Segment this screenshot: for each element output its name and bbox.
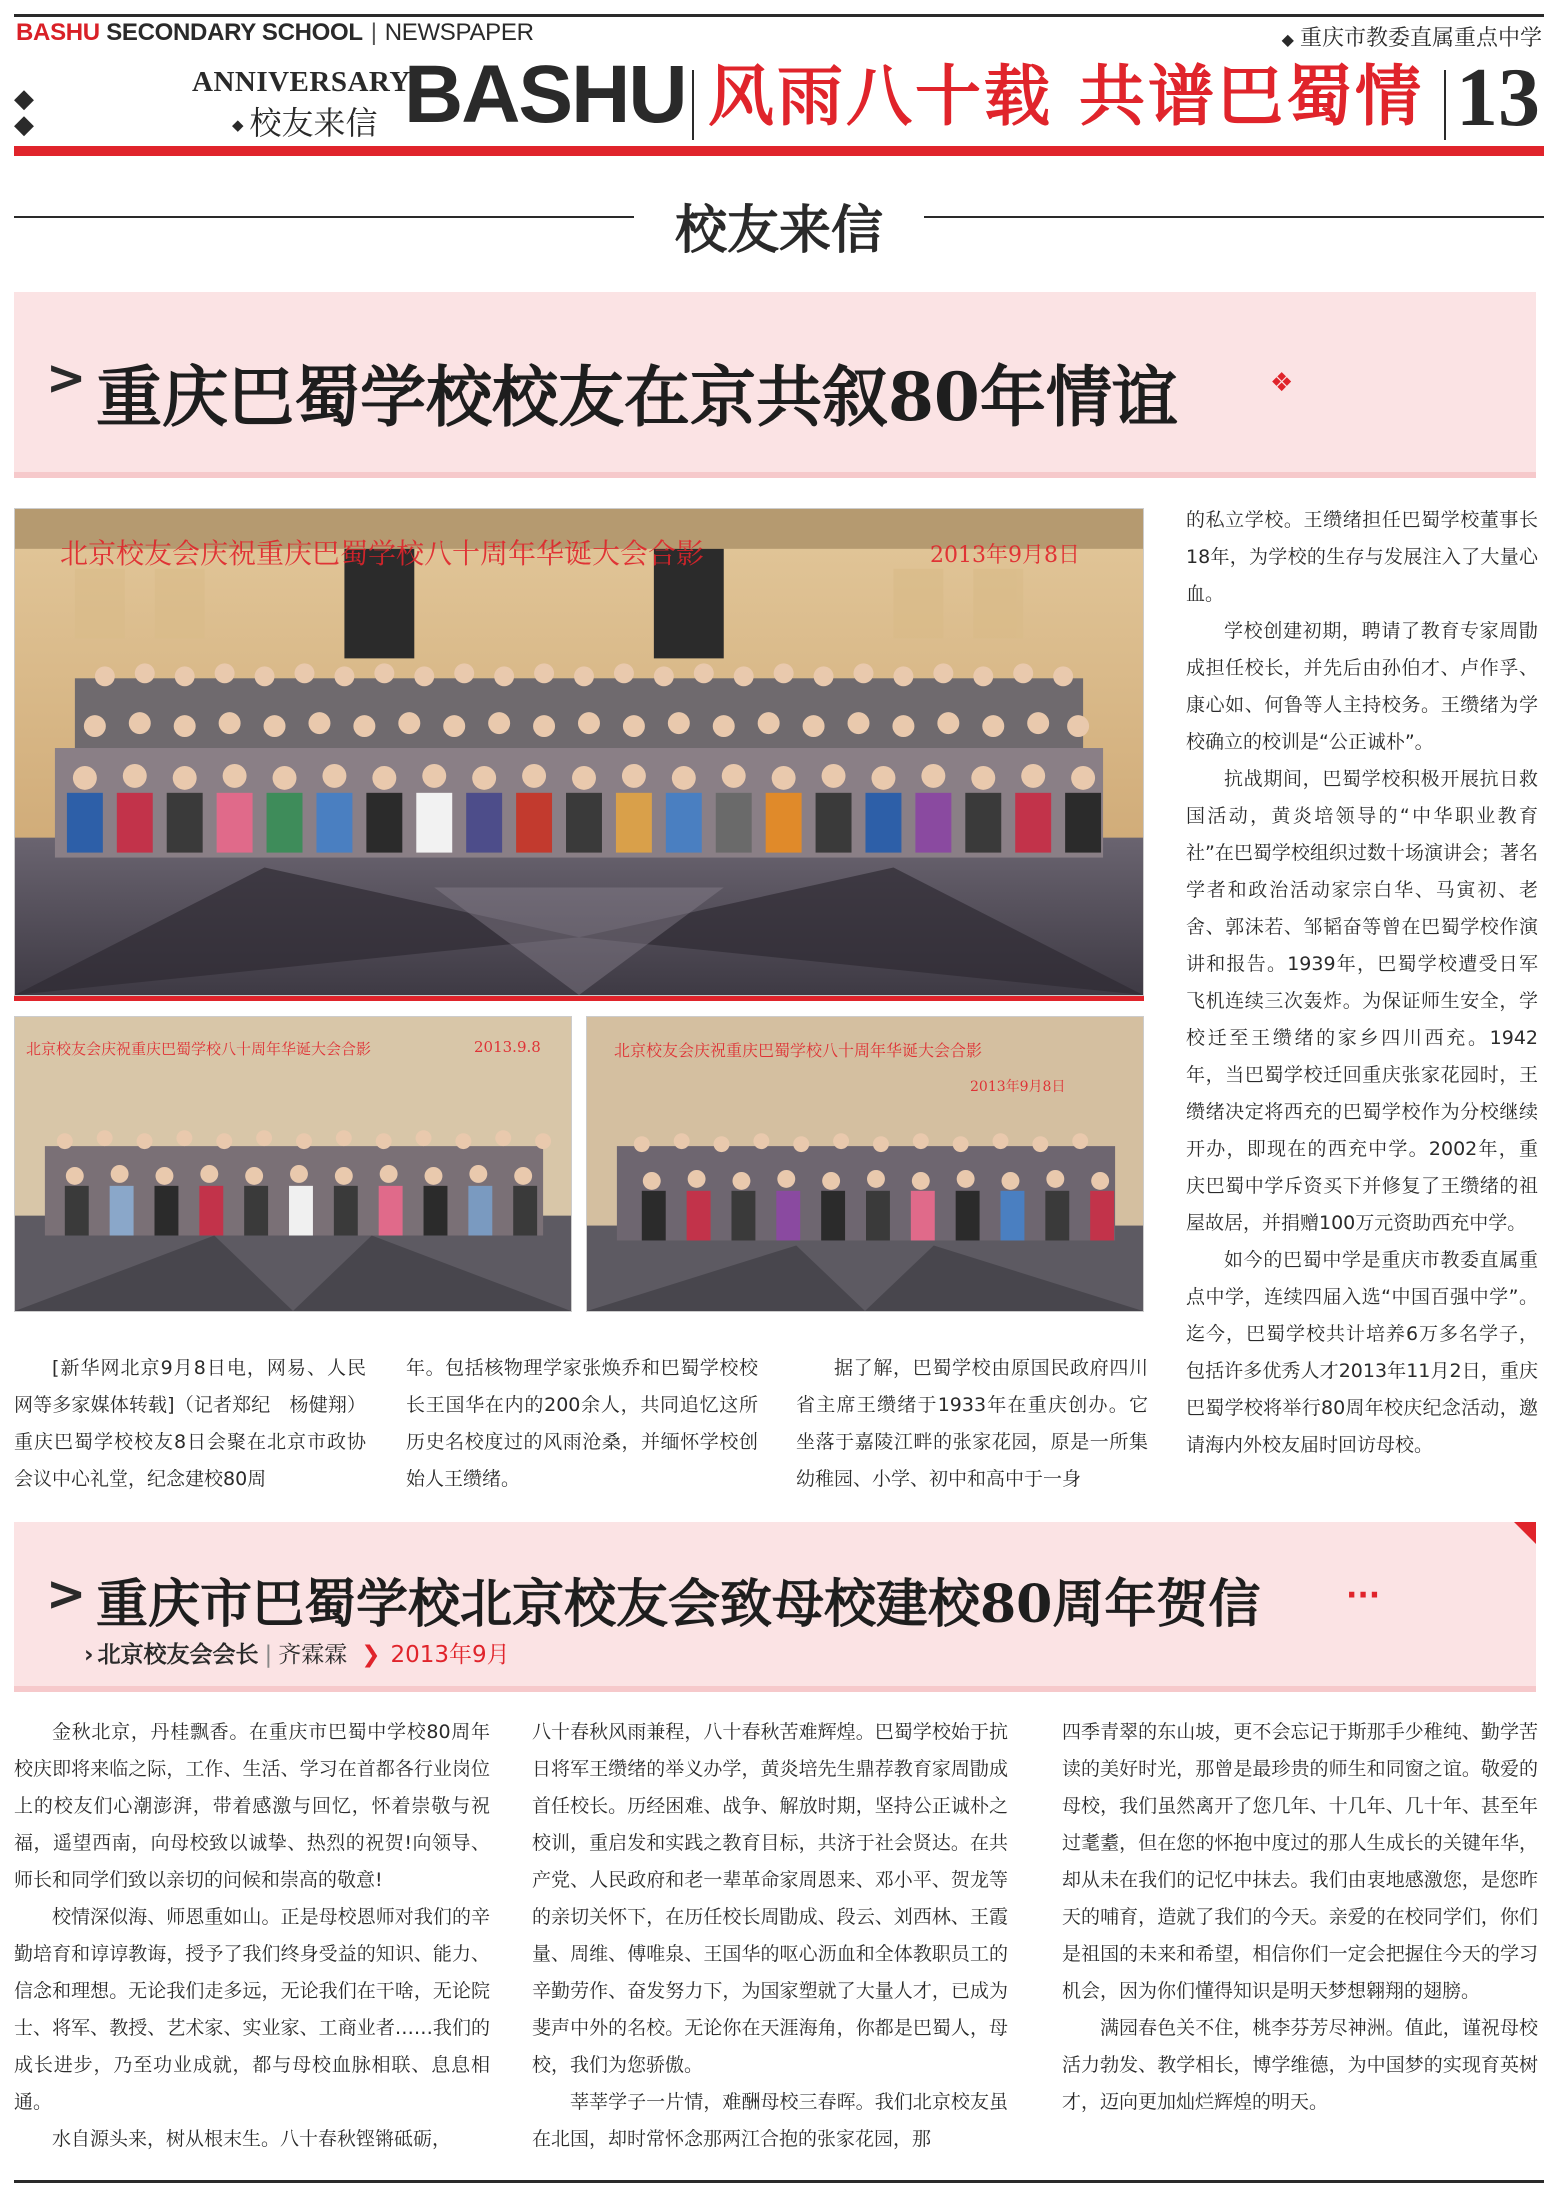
school-name [16,19,534,47]
school-separator: | [370,19,377,46]
photo-red-rule [14,996,1144,1001]
diamond-icon: ◆ [232,116,244,134]
article2-col3-p1: 四季青翠的东山坡，更不会忘记于斯那手少稚纯、勤学苦读的美好时光，那曾是最珍贵的师生和同窗之谊。敬爱的母校，我们虽然离开了您几年、十几年、几十年、甚至年过耄耋，但在您的怀抱中度过的那人生成长的关键年华，却从未在我们的记忆中抹去。我们由衷地感激您，是您昨天的哺育，造就了我们的今天。亲爱的在校同学们，你们是祖国的未来和希望，相信你们一定会把握住今天的学习机会，因为你们懂得知识是明天梦想翱翔的翅膀。 [1062,1721,1538,2002]
header-bar-base [14,1686,1536,1692]
photo-left-caption: 北京校友会庆祝重庆巴蜀学校八十周年华诞大会合影 [26,1040,372,1058]
chevron-right-icon: › [84,1642,94,1668]
byline-separator: | [264,1642,273,1668]
article1-headline: 重庆巴蜀学校校友在京共叙80年情谊 [96,358,1178,436]
article2-column-2 [532,1714,1008,2158]
article1-right-p2: 学校创建初期，聘请了教育专家周勖成担任校长，并先后由孙伯才、卢作孚、康心如、何鲁等人主持校务。王缵绪为学校确立的校训是“公正诚朴”。 [1186,620,1538,753]
group-photo-right-illustration [587,1017,1143,1311]
article1-column-3 [796,1350,1148,1498]
photo-main-caption: 北京校友会庆祝重庆巴蜀学校八十周年华诞大会合影 [60,537,705,570]
header-bar-base [14,472,1536,478]
ornament-dots-icon: ··· [1346,1578,1381,1613]
byline-role: 北京校友会会长 [97,1642,259,1668]
article1-right-p1: 的私立学校。王缵绪担任巴蜀学校董事长18年，为学校的生存与发展注入了大量心血。 [1186,509,1538,605]
chevron-right-icon: > [46,350,87,406]
masthead-title: 风雨八十载 共谱巴蜀情 [708,58,1424,135]
article1-col3-text: 据了解，巴蜀学校由原国民政府四川省主席王缵绪于1933年在重庆创办。它坐落于嘉陵江畔的张家花园，原是一所集幼稚园、小学、初中和高中于一身 [796,1357,1148,1490]
article1-right-p3: 抗战期间，巴蜀学校积极开展抗日救国活动，黄炎培领导的“中华职业教育社”在巴蜀学校组织过数十场演讲会；著名学者和政治活动家宗白华、马寅初、老舍、郭沫若、邹韬奋等曾在巴蜀学校作演讲和报告。1939年，巴蜀学校遭受日军飞机连续三次轰炸。为保证师生安全，学校迁至王缵绪的家乡四川西充。1942年，当巴蜀学校迁回重庆张家花园时，王缵绪决定将西充的巴蜀学校作为分校继续开办，即现在的西充中学。2002年，重庆巴蜀中学斥资买下并修复了王缵绪的祖屋故居，并捐赠100万元资助西充中学。 [1186,768,1538,1234]
article1-col1-text: [新华网北京9月8日电，网易、人民网等多家媒体转载]（记者郑纪 杨健翔）重庆巴蜀学校校友8日会聚在北京市政协会议中心礼堂，纪念建校80周 [14,1357,366,1490]
photo-right-date: 2013年9月8日 [970,1079,1066,1095]
column-label [232,98,378,144]
top-rule [14,14,1544,17]
group-photo-left-illustration [15,1017,571,1311]
corner-triangle [1514,1522,1536,1544]
column-name: 校友来信 [249,104,378,142]
article1-column-right [1186,502,1538,1464]
article2-column-1 [14,1714,490,2158]
page-number: 13 [1456,51,1540,144]
article2-col2-p1: 八十春秋风雨兼程，八十春秋苦难辉煌。巴蜀学校始于抗日将军王缵绪的举义办学，黄炎培先生鼎荐教育家周勖成首任校长。历经困难、战争、解放时期，坚持公正诚朴之校训，重启发和实践之教育目标，共济于社会贤达。在共产党、人民政府和老一辈革命家周恩来、邓小平、贺龙等的亲切关怀下，在历任校长周勖成、段云、刘西林、王霞量、周维、傅唯泉、王国华的呕心沥血和全体教职员工的辛勤劳作、奋发努力下，为国家塑就了大量人才，已成为斐声中外的名校。无论你在天涯海角，你都是巴蜀人，母校，我们为您骄傲。 [532,1721,1008,2076]
article2-headline: 重庆市巴蜀学校北京校友会致母校建校80周年贺信 [96,1574,1261,1635]
group-photo-main-illustration [15,509,1143,995]
photo-right-caption: 北京校友会庆祝重庆巴蜀学校八十周年华诞大会合影 [614,1041,983,1060]
school-name-bashu: BASHU [16,19,100,46]
double-diamond-icon: ◆ ◆ [14,84,34,140]
arrow-right-icon: ❯ [361,1642,381,1668]
chevron-right-icon: > [46,1566,87,1622]
article1-right-p4: 如今的巴蜀中学是重庆市教委直属重点中学，连续四届入选“中国百强中学”。迄今，巴蜀学校共计培养6万多名学子，包括许多优秀人才2013年11月2日，重庆巴蜀学校将举行80周年校庆纪念活动，邀请海内外校友届时回访母校。 [1186,1249,1538,1456]
group-photo-left [14,1016,572,1312]
photo-main-date: 2013年9月8日 [930,543,1080,568]
top-right-text: 重庆市教委直属重点中学 [1299,26,1542,51]
masthead-divider [1444,70,1446,140]
anniversary-label: ANNIVERSARY [192,66,411,98]
group-photo-main [14,508,1144,996]
article2-col1-p2: 校情深似海、师恩重如山。正是母校恩师对我们的辛勤培育和谆谆教诲，授予了我们终身受益的知识、能力、信念和理想。无论我们走多远，无论我们在干啥，无论院士、将军、教授、艺术家、实业家、工商业者……我们的成长进步，乃至功业成就，都与母校血脉相联、息息相通。 [14,1906,490,2113]
article2-col2-p2: 莘莘学子一片情，难酬母校三春晖。我们北京校友虽在北国，却时常怀念那两江合抱的张家花园，那 [532,2091,1008,2150]
newspaper-label: NEWSPAPER [384,19,534,46]
ornament-diamond-icon: ❖ [1270,368,1294,398]
article2-column-3 [1062,1714,1538,2121]
article1-column-2 [406,1350,758,1498]
school-name-rest: SECONDARY SCHOOL [99,19,363,46]
article2-byline [84,1636,510,1669]
top-right-tagline [1282,21,1542,52]
byline-name: 齐霖霖 [278,1642,348,1668]
byline-date: 2013年9月 [390,1642,510,1668]
article2-col3-p2: 满园春色关不住，桃李芬芳尽神洲。值此，谨祝母校活力勃发、教学相长，博学维德，为中国梦的实现育英树才，迈向更加灿烂辉煌的明天。 [1062,2017,1538,2113]
bottom-rule [14,2180,1544,2183]
article1-column-1 [14,1350,366,1498]
masthead-red-band [14,146,1544,156]
masthead-logo: BASHU [404,49,686,140]
article1-col2-text: 年。包括核物理学家张焕乔和巴蜀学校校长王国华在内的200余人，共同追忆这所历史名校度过的风雨沧桑，并缅怀学校创始人王缵绪。 [406,1357,758,1490]
section-title: 校友来信 [674,201,883,261]
article2-col1-p1: 金秋北京，丹桂飘香。在重庆市巴蜀中学校80周年校庆即将来临之际，工作、生活、学习在首都各行业岗位上的校友们心潮澎湃，带着感激与回忆，怀着崇敬与祝福，遥望西南，向母校致以诚挚、热烈的祝贺!向领导、师长和同学们致以亲切的问候和崇高的敬意! [14,1721,490,1891]
masthead-divider [692,70,694,140]
photo-left-date: 2013.9.8 [474,1038,541,1056]
diamond-icon: ◆ [1281,30,1294,49]
article2-col1-p3: 水自源头来，树从根末生。八十春秋铿锵砥砺， [52,2128,452,2150]
